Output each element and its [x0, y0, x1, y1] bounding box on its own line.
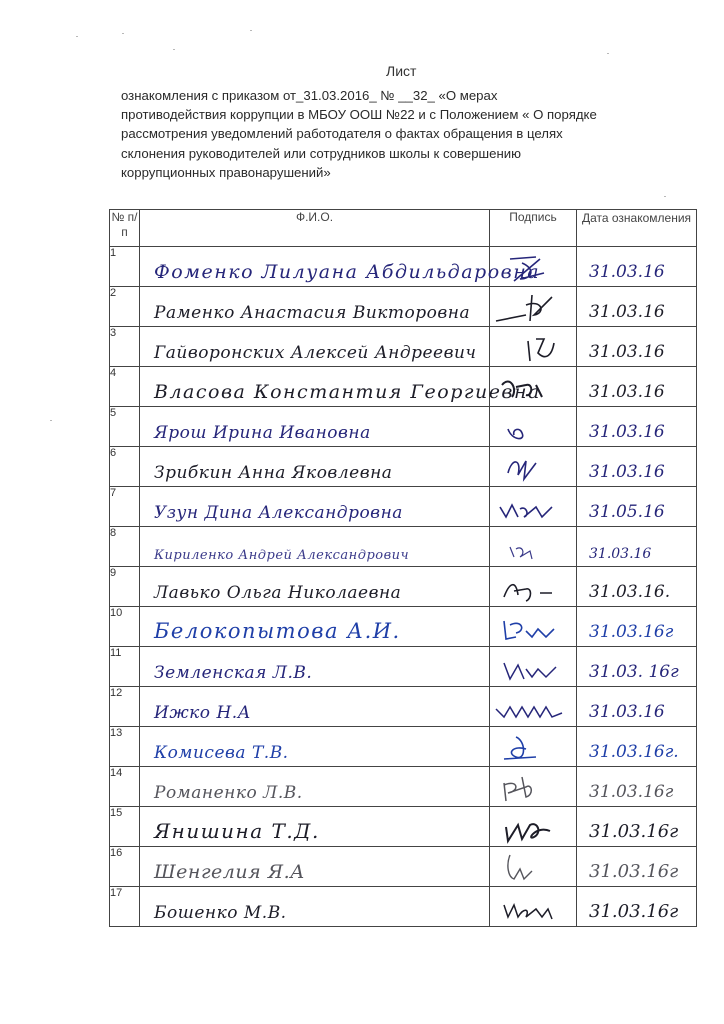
- row-date-cell: [577, 887, 697, 927]
- row-name-cell: [140, 607, 490, 647]
- handwritten-date: 31.03.16г: [589, 821, 679, 842]
- handwritten-date: 31.03.16: [589, 262, 665, 282]
- heading-line: коррупционных правонарушений»: [121, 164, 331, 180]
- row-date-cell: [577, 407, 697, 447]
- row-number: 13: [110, 727, 140, 767]
- table-row: [110, 647, 697, 687]
- row-number: 9: [110, 567, 140, 607]
- document-heading: [121, 86, 681, 182]
- table-row: [110, 607, 697, 647]
- row-name-cell: [140, 327, 490, 367]
- signature-scribble: [496, 851, 566, 883]
- row-number: 11: [110, 647, 140, 687]
- table-row: [110, 247, 697, 287]
- row-signature-cell: [490, 447, 577, 487]
- row-date-cell: [577, 287, 697, 327]
- handwritten-name: Зрибкин Анна Яковлевна: [154, 463, 393, 483]
- table-row: [110, 567, 697, 607]
- document-title: Лист: [386, 63, 417, 79]
- signature-scribble: [496, 291, 566, 323]
- table-row: [110, 527, 697, 567]
- row-signature-cell: [490, 527, 577, 567]
- table-row: [110, 767, 697, 807]
- row-signature-cell: [490, 687, 577, 727]
- row-date-cell: [577, 367, 697, 407]
- table-row: [110, 727, 697, 767]
- acknowledgment-table: [109, 209, 697, 927]
- handwritten-date: 31.03.16: [589, 382, 665, 402]
- row-signature-cell: [490, 287, 577, 327]
- signature-scribble: [496, 811, 566, 843]
- row-date-cell: [577, 767, 697, 807]
- signature-scribble: [496, 771, 566, 803]
- handwritten-name: Узун Дина Александровна: [154, 503, 403, 523]
- row-name-cell: [140, 647, 490, 687]
- table-row: [110, 487, 697, 527]
- scan-speck: [607, 53, 609, 54]
- signature-scribble: [496, 651, 566, 683]
- row-signature-cell: [490, 807, 577, 847]
- row-date-cell: [577, 727, 697, 767]
- row-signature-cell: [490, 407, 577, 447]
- handwritten-name: Кириленко Андрей Александрович: [154, 548, 410, 563]
- row-name-cell: [140, 727, 490, 767]
- table-row: [110, 447, 697, 487]
- handwritten-date: 31.03.16: [589, 462, 665, 482]
- scan-speck: [664, 196, 666, 197]
- row-name-cell: [140, 567, 490, 607]
- table-row: [110, 687, 697, 727]
- handwritten-name: Ярош Ирина Ивановна: [154, 423, 371, 443]
- handwritten-date: 31.03.16г: [589, 622, 674, 642]
- table-body: [110, 247, 697, 927]
- row-name-cell: [140, 247, 541, 287]
- row-signature-cell: [490, 847, 577, 887]
- signature-scribble: [496, 451, 566, 483]
- handwritten-date: 31.03.16г: [589, 861, 679, 882]
- handwritten-date: 31.03.16г.: [589, 742, 679, 762]
- row-signature-cell: [490, 567, 577, 607]
- handwritten-name: Янишина Т.Д.: [154, 819, 320, 843]
- row-number: 6: [110, 447, 140, 487]
- row-number: 1: [110, 247, 140, 287]
- row-date-cell: [577, 607, 697, 647]
- row-signature-cell: [490, 647, 577, 687]
- table-row: [110, 807, 697, 847]
- row-signature-cell: [490, 727, 577, 767]
- row-number: 5: [110, 407, 140, 447]
- handwritten-name: Белокопытова А.И.: [154, 619, 401, 643]
- row-name-cell: [140, 287, 490, 327]
- handwritten-name: Фоменко Лилуана Абдильдаровна: [154, 261, 541, 283]
- handwritten-date: 31.03.16: [589, 302, 665, 322]
- signature-scribble: [496, 371, 566, 403]
- signature-scribble: [496, 251, 566, 283]
- row-name-cell: [140, 847, 490, 887]
- row-signature-cell: [490, 367, 577, 407]
- row-signature-cell: [490, 487, 577, 527]
- handwritten-name: Лавько Ольга Николаевна: [154, 583, 402, 603]
- row-name-cell: [140, 447, 490, 487]
- row-number: 17: [110, 887, 140, 927]
- header-number: № п/п: [110, 210, 140, 247]
- row-name-cell: [140, 807, 490, 847]
- heading-line: ознакомления с приказом от_31.03.2016_ № __32_ «О мерах: [121, 88, 498, 103]
- scan-speck: [122, 33, 124, 34]
- row-date-cell: [577, 527, 697, 567]
- scan-speck: [250, 30, 252, 31]
- signature-scribble: [496, 491, 566, 523]
- row-number: 10: [110, 607, 140, 647]
- header-signature: Подпись: [490, 210, 577, 247]
- handwritten-name: Романенко Л.В.: [154, 783, 303, 803]
- row-name-cell: [140, 367, 541, 407]
- row-date-cell: [577, 647, 697, 687]
- row-number: 12: [110, 687, 140, 727]
- row-number: 15: [110, 807, 140, 847]
- header-date: Дата ознакомления: [577, 210, 697, 247]
- table-row: [110, 407, 697, 447]
- row-number: 2: [110, 287, 140, 327]
- row-number: 8: [110, 527, 140, 567]
- table-header-row: [110, 210, 697, 247]
- heading-line: склонения руководителей или сотрудников школы к совершению: [121, 145, 521, 161]
- row-date-cell: [577, 687, 697, 727]
- table-row: [110, 327, 697, 367]
- handwritten-date: 31.03.16: [589, 702, 665, 722]
- handwritten-date: 31.03.16: [589, 422, 665, 442]
- handwritten-date: 31.03. 16г: [589, 662, 679, 682]
- row-signature-cell: [490, 247, 577, 287]
- table-row: [110, 887, 697, 927]
- signature-scribble: [496, 411, 566, 443]
- row-signature-cell: [490, 327, 577, 367]
- table-row: [110, 367, 697, 407]
- handwritten-name: Земленская Л.В.: [154, 663, 313, 683]
- row-name-cell: [140, 887, 490, 927]
- scan-speck: [173, 49, 175, 50]
- row-number: 16: [110, 847, 140, 887]
- row-signature-cell: [490, 607, 577, 647]
- table-row: [110, 847, 697, 887]
- signature-scribble: [496, 331, 566, 363]
- header-full-name: Ф.И.О.: [140, 210, 490, 247]
- heading-line: рассмотрения уведомлений работодателя о фактах обращения в целях: [121, 126, 563, 142]
- handwritten-date: 31.03.16г: [589, 782, 674, 802]
- signature-scribble: [496, 891, 566, 923]
- handwritten-name: Гайворонских Алексей Андреевич: [154, 343, 477, 363]
- row-signature-cell: [490, 767, 577, 807]
- handwritten-name: Комисева Т.В.: [154, 743, 289, 763]
- handwritten-name: Раменко Анастасия Викторовна: [154, 303, 471, 323]
- signature-scribble: [496, 531, 566, 563]
- scan-speck: [76, 36, 78, 37]
- handwritten-date: 31.03.16г: [589, 901, 679, 922]
- row-signature-cell: [490, 887, 577, 927]
- row-name-cell: [140, 527, 490, 567]
- row-date-cell: [577, 447, 697, 487]
- row-number: 4: [110, 367, 140, 407]
- row-date-cell: [577, 567, 697, 607]
- row-name-cell: [140, 767, 490, 807]
- row-date-cell: [577, 487, 697, 527]
- handwritten-date: 31.05.16: [589, 502, 665, 522]
- row-number: 14: [110, 767, 140, 807]
- row-name-cell: [140, 407, 490, 447]
- signature-scribble: [496, 571, 566, 603]
- handwritten-name: Шенгелия Я.А: [154, 861, 306, 883]
- handwritten-name: Ижко Н.А: [154, 703, 252, 723]
- signature-scribble: [496, 611, 566, 643]
- row-name-cell: [140, 687, 490, 727]
- scan-speck: [50, 420, 52, 421]
- handwritten-name: Власова Константия Георгиевна: [154, 381, 541, 403]
- handwritten-name: Бошенко М.В.: [154, 903, 287, 923]
- row-date-cell: [577, 247, 697, 287]
- handwritten-date: 31.03.16.: [589, 582, 671, 602]
- row-number: 3: [110, 327, 140, 367]
- row-date-cell: [577, 847, 697, 887]
- row-number: 7: [110, 487, 140, 527]
- signature-scribble: [496, 731, 566, 763]
- row-name-cell: [140, 487, 490, 527]
- signature-scribble: [496, 691, 566, 723]
- handwritten-date: 31.03.16: [589, 342, 665, 362]
- table-row: [110, 287, 697, 327]
- row-date-cell: [577, 807, 697, 847]
- row-date-cell: [577, 327, 697, 367]
- handwritten-date: 31.03.16: [589, 546, 652, 562]
- heading-line: противодействия коррупции в МБОУ ООШ №22 и с Положением « О порядке: [121, 107, 597, 123]
